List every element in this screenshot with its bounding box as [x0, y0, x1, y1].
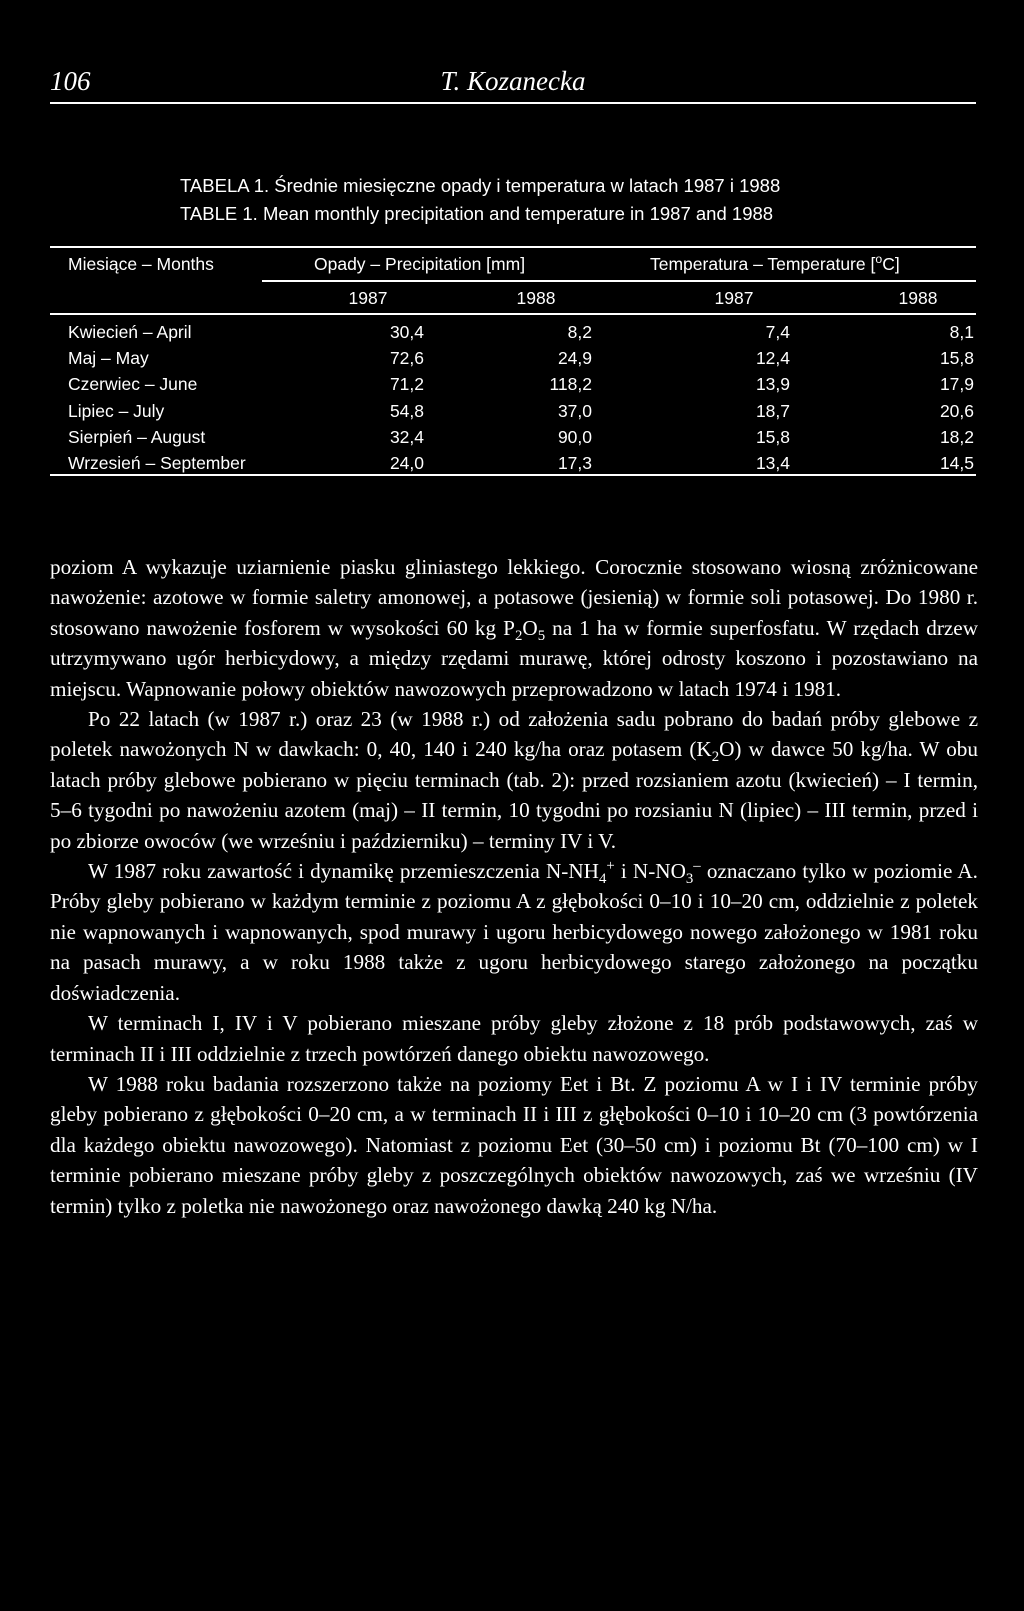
- paragraph: W 1987 roku zawartość i dynamikę przemieszczenia $N-NH_4^+$ i $N-NO_3^-$ oznaczano tylko w poziomie A. Próby gleby pobierano w każdym terminie z poziomu A z głębokości 0–10 i 10–20 cm, oddzielnie z poletek nie wapnowanych i wapnowanych, spod murawy i ugoru herbicydowego nowego założonego w 1981 roku na pasach murawy, a w roku 1988 także z ugoru herbicydowego starego założonego na początku doświadczenia.: [50, 858, 978, 1005]
- subheader-rule: [262, 280, 976, 282]
- table-cell: 15,8: [755, 426, 790, 447]
- table-cell: 7,4: [765, 322, 790, 342]
- table-cell: 54,8: [389, 400, 424, 421]
- year-header: 1987: [714, 288, 754, 308]
- year-header: 1987: [348, 288, 388, 308]
- year-header: 1988: [898, 288, 938, 308]
- paragraph: W 1988 roku badania rozszerzono także na poziomy Eet i Bt. Z poziomu A w I i IV terminie próby gleby pobierano z głębokości 0–20 cm, a w terminach II i III z głębokości 0–10 i 10–20 cm (3 powtórzenia dla każdego obiektu nawozowego). Natomiast z poziomu Eet (30–50 cm) i poziomu Bt (70–100 cm) w I terminie pobierano mieszane próby gleby z poszczególnych obiektów nawozowych, zaś we wrześniu (IV termin) tylko z poletka nie nawożonego oraz nawożonego dawką 240 kg N/ha.: [50, 1071, 978, 1218]
- table-cell: 13,9: [755, 374, 790, 395]
- page-header: [50, 62, 976, 104]
- table-cell: 32,4: [389, 426, 424, 447]
- table-cell: 13,4: [755, 453, 790, 473]
- table-cell: 24,0: [389, 453, 424, 473]
- table-cell: 17,9: [939, 374, 974, 395]
- table-cell: 8,1: [949, 322, 974, 342]
- header-bottom-rule: [50, 313, 976, 315]
- table-cell: 72,6: [389, 348, 424, 369]
- table-row-month: Kwiecień – April: [68, 322, 192, 342]
- table-cell: 17,3: [557, 453, 592, 473]
- table-cell: 18,7: [755, 400, 790, 421]
- table-row-month: Sierpień – August: [68, 426, 206, 447]
- body-text: [50, 552, 978, 1221]
- table-cell: 118,2: [549, 374, 592, 395]
- col-header-months: Miesiące – Months: [68, 254, 214, 274]
- paragraph: poziom A wykazuje uziarnienie piasku gliniastego lekkiego. Corocznie stosowano wiosną zróżnicowane nawożenie: azotowe w formie saletry amonowej, a potasowe (jesienią) w formie soli potasowej. Do 1980 r. stosowano nawożenie fosforem w wysokości 60 kg $P_2O_5$ na 1 ha w formie superfosfatu. W rzędach drzew utrzymywano ugór herbicydowy, a między rzędami murawę, której odrosty koszono i pozostawiano na miejscu. Wapnowanie połowy obiektów nawozowych przeprowadzono w latach 1974 i 1981.: [50, 555, 978, 701]
- table-cell: 18,2: [939, 426, 974, 447]
- table-bottom-rule: [50, 474, 976, 476]
- col-header-precipitation: Opady – Precipitation [mm]: [314, 254, 526, 274]
- table-row-month: Czerwiec – June: [68, 374, 198, 395]
- table-cell: 30,4: [389, 322, 424, 342]
- table-cell: 90,0: [557, 426, 592, 447]
- table-cell: 14,5: [939, 453, 974, 473]
- table-cell: 71,2: [389, 374, 424, 395]
- table-cell: 12,4: [755, 348, 790, 369]
- table-caption-pl: TABELA 1. Średnie miesięczne opady i temperatura w latach 1987 i 1988: [180, 175, 781, 196]
- year-header: 1988: [516, 288, 556, 308]
- paragraph: W terminach I, IV i V pobierano mieszane próby gleby złożone z 18 prób podstawowych, zaś w terminach II i III oddzielnie z trzech powtórzeń danego obiektu nawozowego.: [50, 1011, 978, 1066]
- running-author: T. Kozanecka: [440, 66, 586, 96]
- table-cell: 15,8: [939, 348, 974, 369]
- table-cell: 37,0: [557, 400, 592, 421]
- table-captions: [180, 172, 780, 228]
- table-caption-en: TABLE 1. Mean monthly precipitation and temperature in 1987 and 1988: [180, 203, 774, 224]
- table-cell: 20,6: [939, 400, 974, 421]
- table-cell: 8,2: [567, 322, 592, 342]
- table-row-month: Wrzesień – September: [68, 453, 246, 473]
- table-cell: 24,9: [557, 348, 592, 369]
- table-row-month: Lipiec – July: [68, 400, 165, 421]
- col-header-temperature: Temperatura – Temperature [$^o$C]: [650, 252, 900, 274]
- paragraph: Po 22 latach (w 1987 r.) oraz 23 (w 1988 r.) od założenia sadu pobrano do badań próby glebowe z poletek nawożonych N w dawkach: 0, 40, 140 i 240 kg/ha oraz potasem $(K_2O)$ w dawce 50 kg/ha. W obu latach próby glebowe pobierano w pięciu terminach (tab. 2): przed rozsianiem azotu (kwiecień) – I termin, 5–6 tygodni po nawożeniu azotem (maj) – II termin, 10 tygodni po rozsianiu N (lipiec) – III termin, przed i po zbiorze owoców (we wrześniu i październiku) – terminy IV i V.: [50, 707, 978, 853]
- page-number: 106: [50, 66, 91, 96]
- table-row-month: Maj – May: [68, 348, 149, 369]
- table-top-rule: [50, 246, 976, 248]
